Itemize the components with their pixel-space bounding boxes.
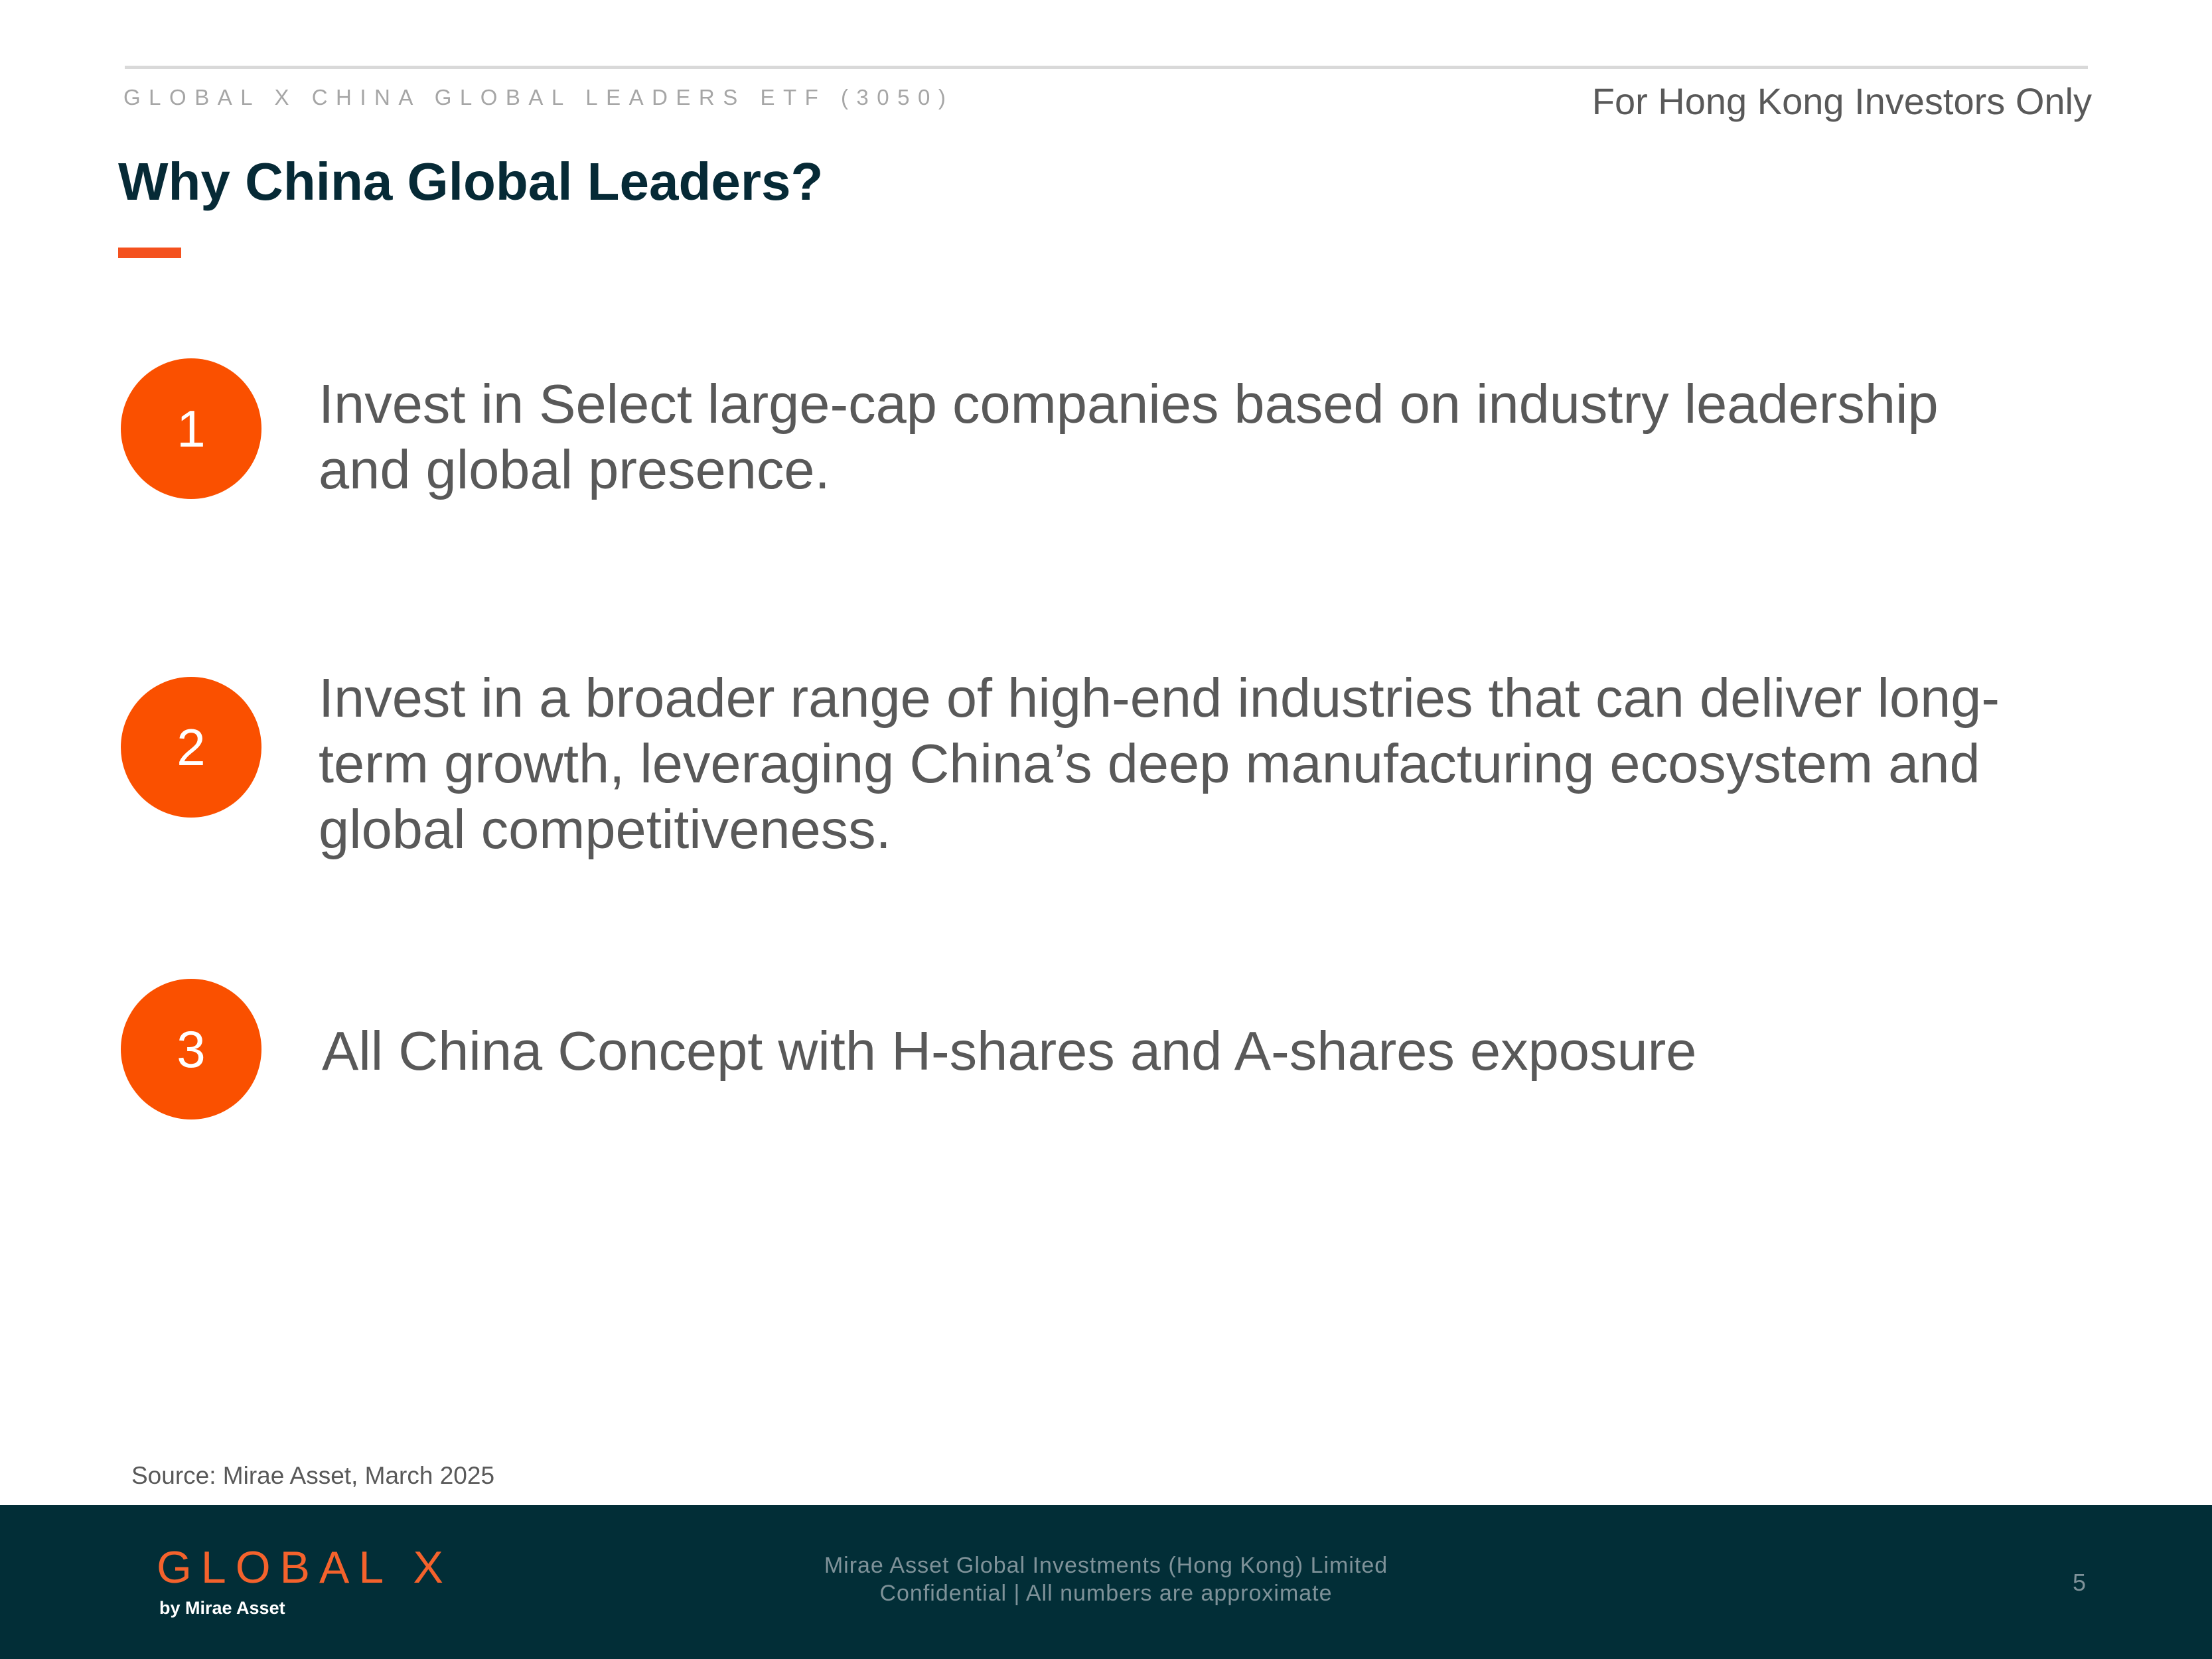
point-number-badge: 1 bbox=[121, 358, 261, 499]
point-text: Invest in Select large-cap companies based on industry leadership and global presence. bbox=[319, 373, 1939, 500]
point-text: Invest in a broader range of high-end industries that can deliver long-term growth, leveraging China’s deep manufacturing ecosystem and global competitiveness. bbox=[319, 667, 2000, 860]
footer-legal bbox=[0, 1551, 2212, 1607]
confidential-notice: Confidential | All numbers are approximate bbox=[879, 1581, 1333, 1606]
footer-bar bbox=[0, 1505, 2212, 1659]
title-accent-bar bbox=[118, 248, 181, 258]
global-x-logo: GLOBAL X bbox=[157, 1542, 453, 1593]
point-number-badge: 3 bbox=[121, 979, 261, 1119]
audience-notice: For Hong Kong Investors Only bbox=[1591, 80, 2092, 122]
logo-subtitle: by Mirae Asset bbox=[159, 1598, 285, 1618]
page-number: 5 bbox=[2072, 1569, 2086, 1596]
source-note: Source: Mirae Asset, March 2025 bbox=[131, 1462, 495, 1489]
point-number-badge: 2 bbox=[121, 677, 261, 818]
fund-name: GLOBAL X CHINA GLOBAL LEADERS ETF (3050) bbox=[123, 85, 954, 109]
header-rule bbox=[125, 66, 2088, 69]
point-text: All China Concept with H-shares and A-shares exposure bbox=[322, 1020, 1697, 1082]
page-title: Why China Global Leaders? bbox=[118, 152, 824, 211]
company-name: Mirae Asset Global Investments (Hong Kong) Limited bbox=[824, 1553, 1388, 1578]
